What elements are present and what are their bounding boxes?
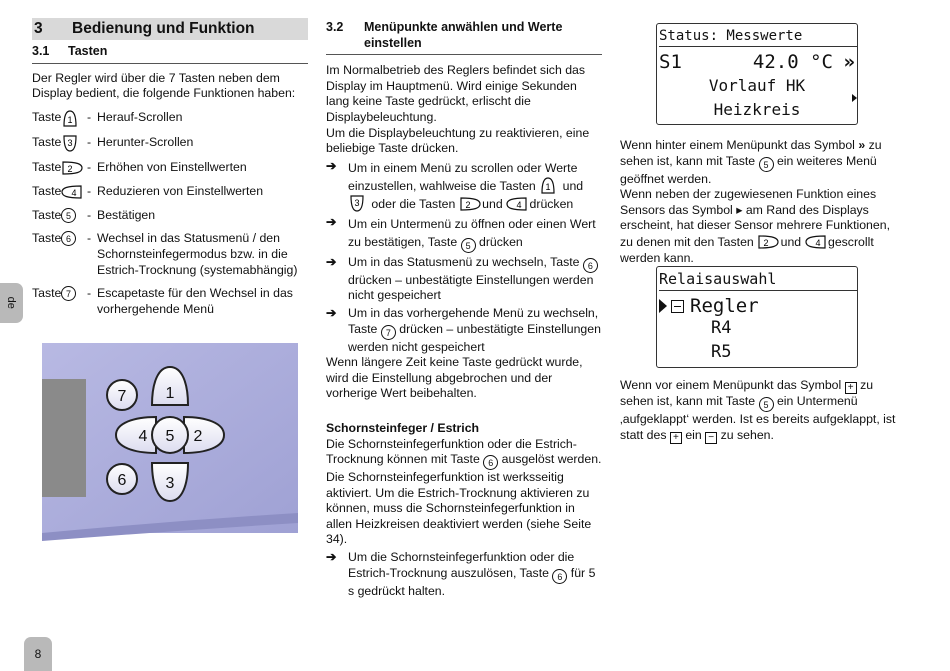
collapse-minus-icon [671, 300, 684, 313]
svg-text:2: 2 [465, 199, 471, 210]
key-row [32, 208, 308, 224]
key-description: Escapetaste für den Wechsel in das vorhergehende Menü [97, 286, 293, 316]
instruction-item [326, 255, 602, 304]
key-right-icon [459, 196, 479, 212]
text: ein [685, 427, 702, 442]
arrow-right-icon: ➔ [326, 214, 337, 229]
key-left-icon [506, 196, 526, 212]
lcd-line-4[interactable]: R5 [711, 342, 732, 362]
lcd-line-4: Heizkreis [713, 100, 801, 119]
language-code: de [4, 296, 17, 309]
collapse-minus-icon: − [705, 432, 717, 444]
key-5-icon: 5 [461, 238, 476, 253]
key-1-label: 1 [165, 385, 175, 402]
text: Wenn neben der zugewiesenen Funktion eines Sensors das Symbol [620, 187, 877, 217]
text: gescrollt werden kann. [620, 234, 874, 265]
submenu-symbol-icon: » [858, 138, 866, 152]
key-row [32, 110, 308, 127]
key-1-icon [61, 110, 87, 127]
dash: - [87, 183, 92, 198]
text: und [780, 234, 802, 249]
paragraph [620, 378, 898, 444]
subsection-number: 3.2 [326, 20, 344, 34]
subsection-number: 3.1 [32, 44, 50, 58]
text: Die Schornsteinfegerfunktion oder die Estrich-Trocknung können mit Taste [326, 436, 577, 467]
arrow-right-icon: ➔ [326, 254, 337, 269]
key-word: Taste [32, 134, 62, 149]
instruction-item [326, 159, 602, 213]
svg-text:2: 2 [763, 237, 769, 248]
paragraph [326, 437, 602, 549]
key-left-icon [805, 234, 825, 250]
key-description: Reduzieren von Einstellwerten [97, 183, 264, 198]
section-heading [32, 18, 308, 40]
svg-text:4: 4 [516, 199, 522, 210]
arrow-right-icon: ➔ [326, 158, 337, 173]
svg-text:4: 4 [71, 187, 77, 198]
sensor-value: 42.0 °C [752, 51, 833, 73]
svg-text:2: 2 [67, 163, 73, 174]
key-word: Taste [32, 286, 62, 301]
text: oder die Tasten [371, 196, 456, 211]
key-description: Bestätigen [97, 207, 156, 222]
text: Um ein Untermenü zu öffnen oder einen Wert zu bestätigen, Taste [348, 216, 596, 249]
dash: - [87, 109, 92, 124]
key-row [32, 231, 308, 278]
key-right-icon [757, 234, 777, 250]
text: ausgelöst werden. Die Schornsteinfegerfunktion ist werksseitig aktiviert. Um die Estrich-Trocknung aktivieren zu können, muss die Schornsteinfegerfunktion in allen Heizkreisen deaktiviert werden (siehe Seite 34). [326, 452, 602, 547]
key-3-label: 3 [165, 475, 175, 492]
text: ein weiteres Menü geöffnet werden. [620, 153, 877, 186]
key-6-icon: 6 [583, 258, 598, 273]
text: und [562, 178, 584, 193]
page-number: 8 [24, 637, 52, 671]
lcd-line-3: Vorlauf HK [708, 76, 806, 95]
text: für 5 s gedrückt halten. [348, 565, 596, 598]
key-row [32, 160, 308, 176]
marker-triangle-icon: ▸ [736, 202, 743, 217]
text: Wenn vor einem Menüpunkt das Symbol [620, 378, 842, 392]
key-word: Taste [32, 183, 62, 198]
lcd-line-1: Relaisauswahl [659, 269, 857, 291]
expand-plus-icon: + [845, 382, 857, 394]
paragraph: Wenn längere Zeit keine Taste gedrückt wurde, wird die Einstellung abgebrochen und der vorherige Wert beibehalten. [326, 355, 583, 401]
column-right [620, 138, 898, 266]
lcd-line-2 [659, 51, 855, 73]
lcd-line-2 [659, 295, 759, 317]
submenu-symbol-icon: » [843, 51, 855, 73]
key-2-icon [61, 160, 87, 176]
key-word: Taste [32, 159, 62, 174]
key-row [32, 184, 308, 200]
key-6-icon: 6 [552, 569, 567, 584]
key-number: 7 [61, 286, 76, 301]
key-number: 5 [61, 208, 76, 223]
key-row [32, 135, 308, 152]
text: drücken – unbestätigte Einstellungen werden nicht gespeichert [348, 321, 601, 354]
key-7-label: 7 [117, 388, 127, 405]
language-tab [0, 283, 23, 323]
lcd-line-3[interactable]: R4 [711, 318, 732, 338]
key-description: Herunter-Scrollen [97, 134, 194, 149]
instruction-item [326, 550, 602, 599]
column-right-lower [620, 378, 898, 444]
key-5-icon [61, 208, 87, 224]
key-description: Wechsel in das Statusmenü / den Schornsteinfegermodus bzw. in die Estrich-Trocknung (systemabhängig) [97, 231, 298, 277]
dash: - [87, 207, 92, 222]
svg-text:3: 3 [354, 197, 360, 208]
text: drücken [479, 234, 523, 249]
text: Um in das vorhergehende Menü zu wechseln, Taste [348, 305, 599, 336]
text: Um die Schornsteinfegerfunktion oder die Estrich-Trocknung auszulösen, Taste [348, 550, 575, 580]
text: zu sehen ist, kann mit Taste [620, 378, 874, 408]
lcd-status-display [656, 23, 858, 125]
key-6-label: 6 [117, 472, 127, 489]
subsection-heading-3-2 [326, 20, 602, 55]
text: drücken [529, 196, 574, 211]
text: Um in das Statusmenü zu wechseln, Taste [348, 254, 580, 269]
column-middle [326, 20, 602, 599]
key-5-icon: 5 [759, 397, 774, 412]
key-word: Taste [32, 231, 62, 246]
key-5-label: 5 [165, 428, 175, 445]
text: und [482, 196, 503, 211]
section-title: Bedienung und Funktion [72, 20, 255, 37]
key-4-label: 4 [138, 428, 148, 445]
subsection-heading-3-1 [32, 40, 308, 64]
display-edge [42, 379, 86, 497]
cursor-triangle-icon [659, 299, 667, 313]
text: drücken – unbestätigte Einstellungen werden nicht gespeichert [348, 272, 594, 303]
menu-item-regler[interactable]: Regler [690, 295, 759, 317]
key-down-icon [348, 195, 368, 211]
instruction-item [326, 215, 602, 253]
lcd-relay-display [656, 266, 858, 368]
svg-text:1: 1 [67, 114, 73, 125]
dash: - [87, 134, 92, 149]
text: Wenn hinter einem Menüpunkt das Symbol [620, 138, 855, 152]
svg-text:4: 4 [815, 237, 821, 248]
dash: - [87, 286, 92, 301]
key-4-icon [61, 184, 87, 200]
multi-function-marker-icon [852, 94, 857, 102]
key-list [32, 110, 308, 318]
key-word: Taste [32, 207, 62, 222]
key-description: Herauf-Scrollen [97, 109, 183, 124]
dash: - [87, 231, 92, 246]
key-6-icon: 6 [483, 455, 498, 470]
column-left [32, 18, 308, 317]
key-7-icon: 7 [381, 325, 396, 340]
text: zu sehen ist, kann mit Taste [620, 138, 882, 168]
arrow-right-icon: ➔ [326, 305, 337, 320]
arrow-right-icon: ➔ [326, 550, 337, 565]
paragraph [620, 187, 898, 266]
keypad-illustration [42, 343, 298, 555]
key-2-label: 2 [193, 428, 203, 445]
svg-text:1: 1 [545, 181, 551, 192]
key-up-icon [539, 177, 559, 193]
key-description: Erhöhen von Einstellwerten [97, 159, 247, 174]
lcd-line-1: Status: Messwerte [659, 26, 857, 47]
key-6-icon [61, 231, 87, 278]
dash: - [87, 159, 92, 174]
key-3-icon [61, 135, 87, 152]
key-5-icon: 5 [759, 157, 774, 172]
text: am Rand des Displays erscheint, hat dieser Sensor mehrere Funktionen, zu denen mit den Tasten [620, 202, 890, 249]
text: Um in einem Menü zu scrollen oder Werte einzustellen, wahlweise die Tasten [348, 160, 578, 193]
subsection-title: Tasten [68, 44, 108, 58]
sensor-name: S1 [659, 51, 682, 73]
key-row [32, 286, 308, 317]
text: ein Untermenü ‚aufgeklappt‘ werden. Ist es bereits aufgeklappt, ist statt des [620, 394, 896, 442]
key-7-icon [61, 286, 87, 317]
intro-text: Der Regler wird über die 7 Tasten neben dem Display bedient, die folgende Funktionen haben: [32, 70, 296, 101]
section-number: 3 [34, 20, 43, 37]
expand-plus-icon: + [670, 432, 682, 444]
instruction-item [326, 306, 602, 355]
paragraph: Um die Displaybeleuchtung zu reaktivieren, eine beliebige Taste drücken. [326, 125, 590, 156]
key-word: Taste [32, 109, 62, 124]
paragraph [620, 138, 898, 187]
text: zu sehen. [720, 427, 774, 442]
svg-text:3: 3 [67, 137, 73, 148]
key-number: 6 [61, 231, 76, 246]
schornsteinfeger-heading: Schornsteinfeger / Estrich [326, 420, 480, 435]
subsection-title: Menüpunkte anwählen und Werte einstellen [364, 20, 563, 50]
paragraph: Im Normalbetrieb des Reglers befindet sich das Display im Hauptmenü. Wird einige Sekunden lang keine Taste gedrückt, erlischt die Displaybeleuchtung. [326, 63, 586, 124]
